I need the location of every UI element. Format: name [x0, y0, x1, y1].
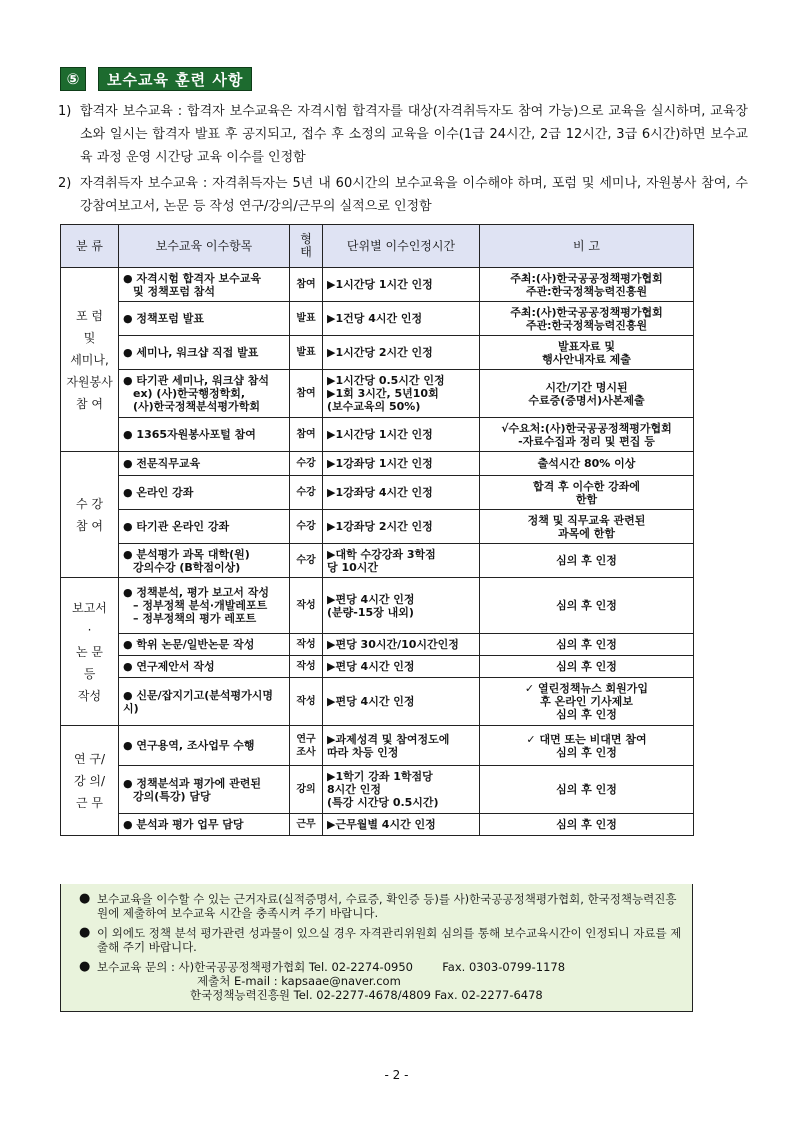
category-line: 논 문 [76, 644, 103, 659]
note-cell [480, 510, 694, 544]
header-category: 분 류 [61, 225, 119, 268]
table-row [61, 634, 694, 656]
note-line: 주관:한국정책능력진흥원 [525, 284, 648, 298]
paragraph-text: 합격자 보수교육 : 합격자 보수교육은 자격시험 합격자를 대상(자격취득자도 참여 가능)으로 교육을 실시하며, 교육장소와 일시는 합격자 발표 후 공지되고, 접수 후 소정의 교육을 이수(1급 24시간, 2급 12시간, 3급 6시간)하면 보수교육 과정 운영 시간당 교육 이수를 인정함 [80, 104, 748, 165]
item-cell [119, 656, 290, 678]
section-number: ⑤ [60, 67, 86, 91]
item-line: ● 타기관 세미나, 워크샵 참석 [123, 374, 269, 387]
category-line: 참 여 [76, 396, 103, 411]
paragraph-number: 2) [58, 176, 72, 191]
note-item [79, 926, 684, 954]
category-cell [61, 268, 119, 452]
category-line: 참 여 [76, 518, 103, 533]
credit-line: ▶1강좌당 1시간 인정 [327, 457, 433, 470]
type-line: 참여 [296, 388, 316, 399]
type-cell [290, 510, 323, 544]
type-cell [290, 766, 323, 814]
section-header [60, 67, 252, 91]
credit-line: ▶1시간당 1시간 인정 [327, 278, 433, 291]
type-cell [290, 452, 323, 476]
table-row [61, 336, 694, 370]
credit-line: ▶1시간당 1시간 인정 [327, 428, 433, 441]
contact-org2: 한국정책능력진흥원 Tel. 02-2277-4678/4809 Fax. 02-2277-6478 [190, 988, 543, 1002]
credit-line: ▶1강좌당 4시간 인정 [327, 486, 433, 499]
category-line: 자원봉사 [66, 374, 113, 389]
bullet-icon: ● [79, 925, 91, 940]
item-line: ● 1365자원봉사포털 참여 [123, 428, 256, 441]
credit-line: ▶1회 3시간, 5년10회 [327, 387, 439, 400]
type-line: 발표 [296, 347, 316, 358]
note-line: 심의 후 인정 [556, 745, 617, 759]
table-row [61, 814, 694, 836]
credit-cell [323, 656, 480, 678]
type-cell [290, 578, 323, 634]
item-cell [119, 766, 290, 814]
page-number: - 2 - [384, 1068, 409, 1082]
credit-line: ▶편당 4시간 인정 [327, 695, 415, 708]
note-text: 이 외에도 정책 분석 평가관련 성과물이 있으실 경우 자격관리위원회 심의를 통해 보수교육시간이 인정되니 자료를 제출해 주기 바랍니다. [97, 926, 682, 954]
item-line: ex) (사)한국행정학회, [133, 387, 246, 400]
note-item [79, 892, 684, 920]
type-cell [290, 268, 323, 302]
note-cell [480, 370, 694, 418]
credit-cell [323, 578, 480, 634]
item-line: 강의수강 (B학점이상) [133, 560, 241, 574]
paragraph-text: 자격취득자 보수교육 : 자격취득자는 5년 내 60시간의 보수교육을 이수해야 하며, 포럼 및 세미나, 자원봉사 참여, 수강참여보고서, 논문 등 작성 연구/강의/근무의 실적으로 인정함 [80, 176, 748, 214]
credit-line: 따라 차등 인정 [327, 745, 399, 759]
type-line: 발표 [296, 313, 316, 324]
credit-cell [323, 766, 480, 814]
type-line: 조사 [296, 746, 316, 758]
item-line: ● 정책포럼 발표 [123, 312, 205, 325]
note-line: 정책 및 직무교육 관련된 [527, 513, 646, 527]
item-line: – 정부정책의 평가 레포트 [133, 612, 257, 625]
credit-line: ▶1건당 4시간 인정 [327, 312, 423, 325]
education-table [60, 224, 694, 836]
header-item: 보수교육 이수항목 [119, 225, 290, 268]
contact-label: 보수교육 문의 : [97, 960, 179, 974]
note-line: 주최:(사)한국공공정책평가협회 [510, 271, 663, 285]
category-line: 등 [83, 666, 96, 681]
credit-line: ▶편당 30시간/10시간인정 [327, 638, 459, 651]
credit-line: (특강 시간당 0.5시간) [327, 796, 439, 809]
credit-cell [323, 510, 480, 544]
table-row [61, 452, 694, 476]
credit-cell [323, 452, 480, 476]
table-row [61, 476, 694, 510]
note-line: 심의 후 인정 [556, 783, 617, 796]
type-line: 수강 [296, 487, 316, 498]
category-line: 보고서 [72, 600, 107, 615]
contact-info [79, 960, 684, 1002]
note-cell [480, 678, 694, 726]
item-line: 및 정책포럼 참석 [133, 284, 216, 298]
note-line: 심의 후 인정 [556, 554, 617, 567]
type-cell [290, 336, 323, 370]
note-line: 수료증(증명서)사본제출 [528, 393, 645, 407]
category-line: 작성 [77, 688, 102, 703]
credit-line: (보수교육의 50%) [327, 400, 421, 413]
header-note: 비 고 [480, 225, 694, 268]
credit-cell [323, 634, 480, 656]
credit-line: 당 10시간 [327, 560, 379, 574]
item-line: – 정부정책 분석·개발레포트 [133, 599, 268, 612]
note-line: 주최:(사)한국공공정책평가협회 [510, 305, 663, 319]
item-line: ● 연구용역, 조사업무 수행 [123, 739, 255, 752]
credit-line: (분량-15장 내외) [327, 605, 414, 619]
credit-line: ▶근무월별 4시간 인정 [327, 818, 436, 831]
header-credit: 단위별 이수인정시간 [323, 225, 480, 268]
item-line: ● 세미나, 워크샵 직접 발표 [123, 346, 259, 359]
category-line: 수 강 [76, 496, 103, 511]
note-line: 심의 후 인정 [556, 818, 617, 831]
table-row [61, 678, 694, 726]
bullet-icon: ● [79, 891, 91, 906]
note-line: 심의 후 인정 [556, 638, 617, 651]
category-line: 강 의/ [73, 773, 106, 788]
header-type-line2: 태 [300, 245, 312, 259]
item-cell [119, 726, 290, 766]
credit-line: ▶과제성격 및 참여정도에 [327, 732, 450, 746]
type-line: 참여 [296, 429, 316, 440]
category-line: 및 [83, 330, 96, 345]
note-line: 시간/기간 명시된 [545, 380, 628, 394]
item-cell [119, 476, 290, 510]
table-row [61, 268, 694, 302]
type-line: 연구 [296, 733, 316, 745]
item-line: ● 전문직무교육 [123, 457, 201, 470]
table-row [61, 656, 694, 678]
note-cell [480, 634, 694, 656]
item-cell [119, 814, 290, 836]
item-line: ● 학위 논문/일반논문 작성 [123, 638, 255, 651]
type-cell [290, 370, 323, 418]
category-line: 연 구/ [73, 751, 106, 766]
note-line: 출석시간 80% 이상 [537, 457, 636, 470]
type-cell [290, 634, 323, 656]
type-line: 작성 [296, 639, 316, 650]
item-line: 강의(특강) 담당 [133, 789, 211, 803]
note-line: 후 온라인 기사제보 [540, 695, 633, 708]
item-line: ● 자격시험 합격자 보수교육 [123, 271, 261, 285]
type-line: 수강 [296, 521, 316, 532]
type-line: 작성 [296, 696, 316, 707]
note-line: 심의 후 인정 [556, 599, 617, 612]
credit-cell [323, 268, 480, 302]
note-cell [480, 766, 694, 814]
credit-cell [323, 370, 480, 418]
credit-line: ▶1시간당 0.5시간 인정 [327, 374, 445, 387]
type-cell [290, 678, 323, 726]
note-line: 행사안내자료 제출 [542, 352, 631, 366]
note-text: 보수교육을 이수할 수 있는 근거자료(실적증명서, 수료증, 확인증 등)를 사)한국공공정책평가협회, 한국정책능력진흥원에 제출하여 보수교육 시간을 충족시켜 주기 바랍니다. [97, 892, 677, 920]
credit-cell [323, 814, 480, 836]
item-cell [119, 302, 290, 336]
note-line: 주관:한국정책능력진흥원 [525, 318, 648, 332]
type-cell [290, 476, 323, 510]
item-line: ● 분석과 평가 업무 담당 [123, 818, 244, 831]
credit-cell [323, 678, 480, 726]
credit-line: ▶대학 수강강좌 3학점 [327, 547, 436, 561]
note-cell [480, 302, 694, 336]
item-cell [119, 544, 290, 578]
table-body [61, 268, 694, 836]
type-line: 수강 [296, 555, 316, 566]
contact-org1: 사)한국공공정책평가협회 Tel. 02-2274-0950 [178, 960, 413, 974]
type-cell [290, 814, 323, 836]
note-line: -자료수집과 정리 및 편집 등 [518, 434, 655, 448]
type-line: 참여 [296, 279, 316, 290]
type-line: 수강 [296, 458, 316, 469]
credit-line: ▶편당 4시간 인정 [327, 592, 415, 606]
item-line: ● 온라인 강좌 [123, 486, 194, 499]
type-cell [290, 544, 323, 578]
table-row [61, 510, 694, 544]
table-row [61, 544, 694, 578]
note-cell [480, 452, 694, 476]
category-line: · [87, 622, 92, 637]
note-line: 심의 후 인정 [556, 660, 617, 673]
item-line: ● 분석평가 과목 대학(원) [123, 547, 250, 561]
item-cell [119, 678, 290, 726]
table-row [61, 578, 694, 634]
note-line: 합격 후 이수한 강좌에 [532, 479, 641, 493]
item-cell [119, 578, 290, 634]
note-line: 과목에 한함 [558, 526, 615, 540]
note-cell [480, 336, 694, 370]
note-line: ✓ 대면 또는 비대면 참여 [526, 732, 647, 746]
item-line: ● 연구제안서 작성 [123, 660, 215, 673]
note-cell [480, 726, 694, 766]
header-type-line1: 형 [300, 232, 312, 246]
note-cell [480, 578, 694, 634]
type-line: 작성 [296, 661, 316, 672]
note-cell [480, 656, 694, 678]
credit-line: ▶1학기 강좌 1학점당 [327, 770, 433, 783]
category-cell [61, 726, 119, 836]
credit-line: 8시간 인정 [327, 783, 381, 796]
table-row [61, 418, 694, 452]
note-line: √수요처:(사)한국공공정책평가협회 [501, 421, 672, 435]
category-cell [61, 578, 119, 726]
item-line: ● 정책분석과 평가에 관련된 [123, 776, 261, 790]
item-line: ● 정책분석, 평가 보고서 작성 [123, 586, 269, 599]
bullet-icon: ● [79, 959, 91, 974]
category-line: 근 무 [76, 795, 103, 810]
notes-box [60, 884, 693, 1012]
note-cell [480, 814, 694, 836]
table-row [61, 370, 694, 418]
contact-fax1: Fax. 0303-0799-1178 [442, 960, 566, 974]
item-cell [119, 634, 290, 656]
type-cell [290, 656, 323, 678]
item-cell [119, 418, 290, 452]
paragraph-2 [58, 172, 748, 218]
credit-cell [323, 336, 480, 370]
note-cell [480, 544, 694, 578]
table-row [61, 766, 694, 814]
category-line: 포 럼 [76, 308, 103, 323]
table-row [61, 726, 694, 766]
note-cell [480, 476, 694, 510]
note-cell [480, 268, 694, 302]
credit-line: ▶1시간당 2시간 인정 [327, 346, 433, 359]
note-line: ✓ 열린정책뉴스 회원가입 [524, 682, 649, 695]
credit-cell [323, 476, 480, 510]
note-line: 심의 후 인정 [556, 708, 617, 721]
type-cell [290, 418, 323, 452]
table-row [61, 302, 694, 336]
type-line: 강의 [296, 784, 316, 795]
type-line: 근무 [296, 819, 316, 830]
contact-email: 제출처 E-mail : kapsaae@naver.com [197, 974, 401, 988]
item-cell [119, 370, 290, 418]
item-line: (사)한국정책분석평가학회 [133, 400, 260, 413]
credit-line: ▶1강좌당 2시간 인정 [327, 520, 433, 533]
note-line: 발표자료 및 [558, 339, 615, 353]
note-cell [480, 418, 694, 452]
item-cell [119, 452, 290, 476]
item-cell [119, 510, 290, 544]
note-line: 한함 [575, 492, 598, 506]
credit-cell [323, 726, 480, 766]
item-cell [119, 336, 290, 370]
section-title: 보수교육 훈련 사항 [98, 67, 252, 91]
type-line: 작성 [296, 600, 316, 611]
paragraph-1 [58, 100, 748, 169]
header-type [290, 225, 323, 268]
category-line: 세미나, [70, 352, 109, 367]
credit-cell [323, 418, 480, 452]
paragraph-number: 1) [58, 104, 72, 119]
item-line: ● 신문/잡지기고(분석평가시명시) [123, 688, 273, 715]
type-cell [290, 302, 323, 336]
table-header-row [61, 225, 694, 268]
credit-cell [323, 544, 480, 578]
item-line: ● 타기관 온라인 강좌 [123, 520, 230, 533]
category-cell [61, 452, 119, 578]
type-cell [290, 726, 323, 766]
credit-line: ▶편당 4시간 인정 [327, 660, 415, 673]
credit-cell [323, 302, 480, 336]
item-cell [119, 268, 290, 302]
